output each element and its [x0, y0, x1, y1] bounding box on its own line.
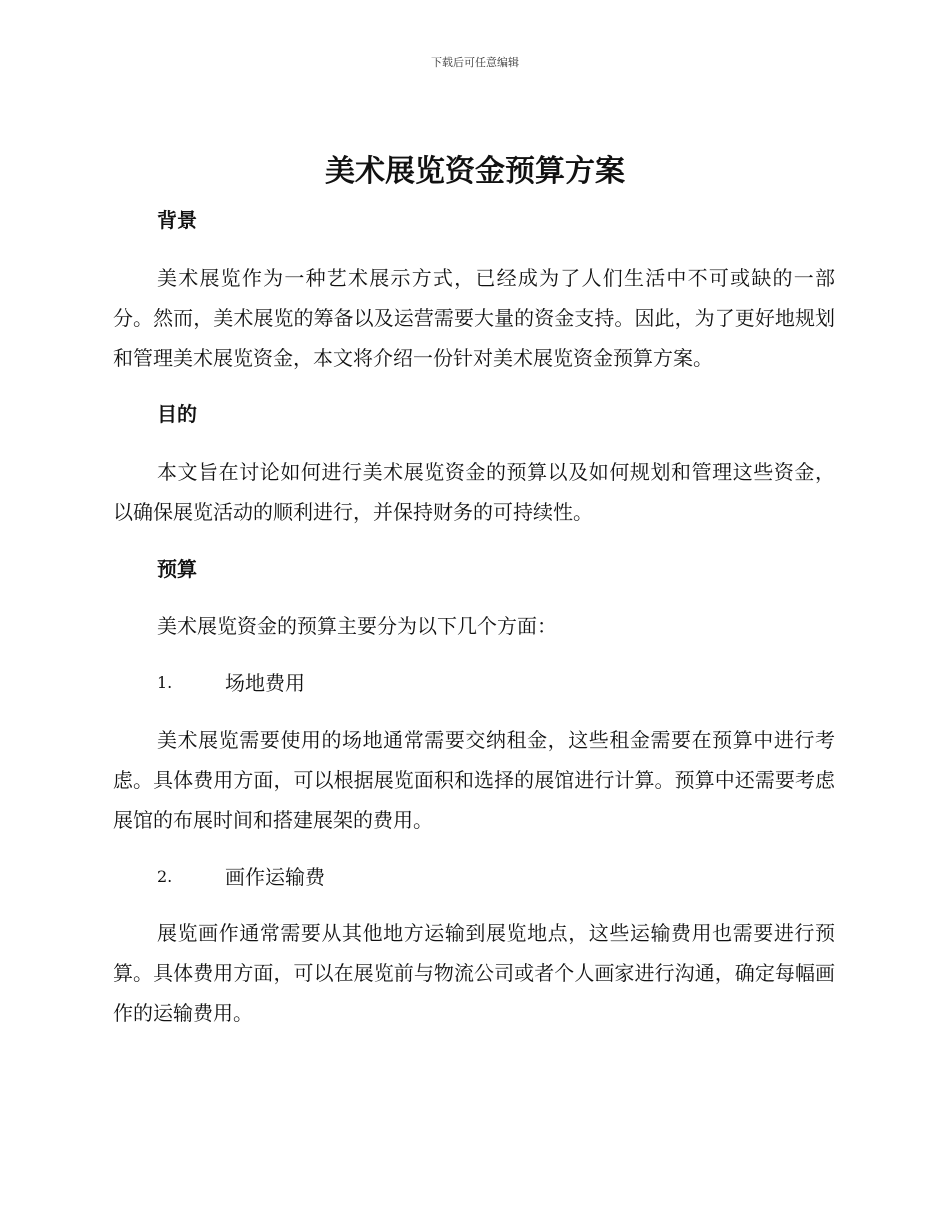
section-heading-background: 背景	[157, 208, 197, 232]
paragraph-transport-cost: 展览画作通常需要从其他地方运输到展览地点，这些运输费用也需要进行预算。具体费用方面，可以在展览前与物流公司或者个人画家进行沟通，确定每幅画作的运输费用。	[113, 921, 835, 1025]
paragraph-background: 美术展览作为一种艺术展示方式，已经成为了人们生活中不可或缺的一部分。然而，美术展览的筹备以及运营需要大量的资金支持。因此，为了更好地规划和管理美术展览资金，本文将介绍一份针对美术展览资金预算方案。	[113, 266, 835, 370]
list-item-title: 画作运输费	[225, 865, 325, 889]
list-item-venue	[113, 663, 835, 703]
paragraph-purpose: 本文旨在讨论如何进行美术展览资金的预算以及如何规划和管理这些资金，以确保展览活动的顺利进行，并保持财务的可持续性。	[113, 460, 835, 524]
document-title: 美术展览资金预算方案	[325, 154, 625, 189]
paragraph-venue-cost: 美术展览需要使用的场地通常需要交纳租金，这些租金需要在预算中进行考虑。具体费用方面，可以根据展览面积和选择的展馆进行计算。预算中还需要考虑展馆的布展时间和搭建展架的费用。	[113, 728, 835, 832]
list-number: 1.	[157, 673, 173, 692]
document-body	[113, 200, 835, 1033]
section-heading-budget: 预算	[157, 557, 197, 581]
list-number: 2.	[157, 867, 173, 886]
paragraph-budget-intro: 美术展览资金的预算主要分为以下几个方面：	[157, 614, 557, 638]
page-header-note: 下载后可任意编辑	[431, 56, 519, 69]
list-item-title: 场地费用	[225, 671, 305, 695]
section-heading-purpose: 目的	[157, 402, 197, 426]
list-item-transport	[113, 857, 835, 897]
